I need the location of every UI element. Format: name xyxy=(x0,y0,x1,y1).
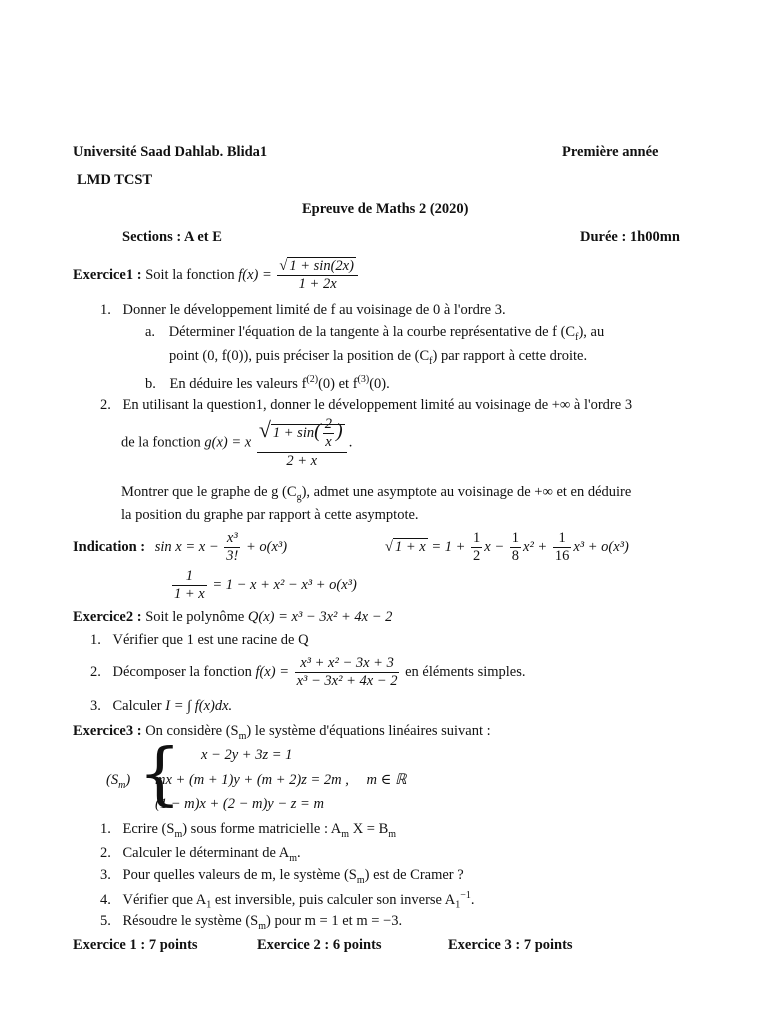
ex1-g-denominator: 2 + x xyxy=(286,452,318,469)
ex1-g-inner-num: 2 xyxy=(323,416,334,434)
ex1-qa-number: a. xyxy=(145,324,156,340)
ex3-eq2 xyxy=(155,772,406,789)
ex3-q1-sub2: m xyxy=(341,828,350,840)
ex1-ind-sixteenth-num: 1 xyxy=(553,530,572,548)
ex3-sys-label-end: ) xyxy=(125,772,131,788)
ex3-intro-end: ) le système d'équations linéaires suivant : xyxy=(246,723,491,739)
ex1-ind-inv-den: 1 + x xyxy=(174,586,205,603)
ex3-q2-sub: m xyxy=(289,852,297,864)
ex3-eq2-cond: m ∈ ℝ xyxy=(366,772,407,788)
ex1-q2 xyxy=(100,397,632,414)
ex1-qa-end1: ), au xyxy=(578,324,605,340)
ex1-ind-sin-num: x³ xyxy=(224,530,240,548)
points-ex1: Exercice 1 : 7 points xyxy=(73,937,198,953)
ex3-q4-number: 4. xyxy=(100,891,111,908)
ex1-f-fraction: $\frac{√ 1 + \sin(2x)}{1 + 2x}$ xyxy=(277,258,358,294)
ex1-g-fraction: √ 1 + sin( $\frac{2}{x}$ ) 2 + x xyxy=(257,416,347,470)
ex1-ind-sqrt-t2: x − xyxy=(484,539,505,556)
ex1-statement xyxy=(73,258,360,294)
ex2-q2-numerator: x³ + x² − 3x + 3 xyxy=(295,655,400,673)
ex1-q1-number: 1. xyxy=(100,302,111,318)
ex1-g-inner-den: x xyxy=(325,434,332,451)
ex1-q2-line3 xyxy=(121,484,631,504)
ex1-intro: Soit la fonction xyxy=(145,267,235,284)
ex1-ind-sixteenth xyxy=(553,530,572,566)
ex1-q2-line4: la position du graphe par rapport à cette asymptote. xyxy=(121,507,419,523)
ex1-f-lhs: f(x) = xyxy=(238,267,272,284)
ex1-ind-inv-frac xyxy=(172,568,207,604)
ex1-ind-sqrt-rad: 1 + x xyxy=(394,539,426,556)
ex1-ind-half-den: 2 xyxy=(473,548,481,565)
ex1-q2-sub3: g xyxy=(296,491,302,503)
ex2-q2-lhs: f(x) = xyxy=(255,664,289,681)
ex1-ind-inv-rhs: = 1 − x + x² − x³ + o(x³) xyxy=(212,577,357,594)
ex1-q2-line1: En utilisant la question1, donner le développement limité au voisinage de +∞ à l'ordre 3 xyxy=(122,397,633,413)
ex3-q4-text: Vérifier que A xyxy=(122,891,207,908)
academic-year: Première année xyxy=(562,144,659,160)
ex1-qa-text1: Déterminer l'équation de la tangente à la courbe représentative de f (C xyxy=(168,324,576,340)
ex1-q2-text3: Montrer que le graphe de g (C xyxy=(121,484,297,500)
ex1-qa-text2: point (0, f(0)), puis préciser la position de (C xyxy=(169,348,430,364)
ex3-q3 xyxy=(100,867,464,887)
ex3-q2-text: Calculer le déterminant de A xyxy=(122,845,290,861)
ex2-q3-text: Calculer xyxy=(112,698,162,714)
ex3-q3-end: ) est de Cramer ? xyxy=(364,867,464,883)
ex1-ind-sin-frac xyxy=(224,530,240,566)
ex3-q4-sup2: −1 xyxy=(460,890,471,901)
ex3-q4-mid: est inversible, puis calculer son inverse A xyxy=(214,891,456,908)
ex3-q5-end: ) pour m = 1 et m = −3. xyxy=(266,913,403,929)
ex3-intro: On considère (S xyxy=(145,723,239,739)
ex1-q2-number: 2. xyxy=(100,397,111,413)
ex3-system-label xyxy=(106,772,130,792)
ex1-qa-end2: ) par rapport à cette droite. xyxy=(432,348,588,364)
ex1-indication-label: Indication : xyxy=(73,539,146,556)
ex1-qb-mid: (0) et f xyxy=(318,375,358,392)
ex3-q4-sub: 1 xyxy=(206,899,212,911)
ex1-qb-text: En déduire les valeurs f xyxy=(169,375,307,392)
ex1-q1-text: Donner le développement limité de f au voisinage de 0 à l'ordre 3. xyxy=(122,302,506,318)
ex1-ind-sqrt: √ 1 + x = 1 + $\frac{1}{2}$ x − $\frac{1}{8}$ x² + $\frac{1}{16}$ x³ + o(x³) xyxy=(385,530,629,565)
ex1-q1 xyxy=(100,302,506,319)
duration-label: Durée : 1h00mn xyxy=(580,229,680,245)
ex3-eq3: (1 − m)x + (2 − m)y − z = m xyxy=(155,796,324,812)
ex1-qb-number: b. xyxy=(145,375,156,392)
system-brace-icon: { xyxy=(138,735,182,814)
ex3-eq1: x − 2y + 3z = 1 xyxy=(201,747,293,763)
ex3-q5-number: 5. xyxy=(100,913,111,929)
ex1-ind-sqrt-t3: x² + xyxy=(523,539,548,556)
ex3-q2-number: 2. xyxy=(100,845,111,861)
ex1-g-radicand: 1 + sin xyxy=(272,425,315,442)
ex1-q2-end3: ), admet une asymptote au voisinage de +∞ et en déduire xyxy=(301,484,632,500)
exam-title: Epreuve de Maths 2 (2020) xyxy=(302,201,469,217)
ex1-qa-sub2: f xyxy=(429,355,433,367)
ex1-indication xyxy=(73,530,287,566)
ex1-f-numerator: 1 + sin(2x) xyxy=(289,258,354,274)
ex1-ind-sin-den: 3! xyxy=(226,548,239,565)
ex3-sys-label: (S xyxy=(106,772,119,788)
ex2-q1 xyxy=(90,632,309,649)
ex3-q3-number: 3. xyxy=(100,867,111,883)
ex3-sys-label-sub: m xyxy=(118,779,126,791)
ex3-q1-sub: m xyxy=(174,828,183,840)
ex1-g-definition: de la fonction g(x) = x √ 1 + sin( $\frac{2}{x}$ ) 2 + x . xyxy=(121,416,353,469)
ex1-g-intro: de la fonction xyxy=(121,434,201,451)
ex1-ind-eighth-num: 1 xyxy=(510,530,521,548)
ex2-intro: Soit le polynôme xyxy=(145,609,245,625)
ex1-ind-eighth-den: 8 xyxy=(511,548,520,565)
ex1-ind-inverse xyxy=(170,568,357,604)
ex1-qb-sup1: (2) xyxy=(306,374,319,385)
ex1-ind-inv-num: 1 xyxy=(172,568,207,586)
ex2-q2-number: 2. xyxy=(90,664,101,681)
ex2-statement xyxy=(73,609,392,626)
ex3-q4-end: . xyxy=(470,891,475,908)
ex1-qb-end: (0). xyxy=(369,375,390,392)
ex1-heading: Exercice1 : xyxy=(73,267,142,284)
ex2-polynomial: Q(x) = x³ − 3x² + 4x − 2 xyxy=(247,609,393,625)
ex3-q1-end: ) sous forme matricielle : A xyxy=(182,821,342,837)
university-name: Université Saad Dahlab. Blida1 xyxy=(73,144,268,160)
ex2-q3-number: 3. xyxy=(90,698,101,714)
ex1-ind-sqrt-eq: = 1 + xyxy=(431,539,466,556)
ex3-q4 xyxy=(100,890,475,912)
ex2-q2-text: Décomposer la fonction xyxy=(112,664,252,681)
ex3-q5-sub: m xyxy=(258,920,266,932)
ex3-q2 xyxy=(100,845,301,865)
ex1-ind-sqrt-t4: x³ + o(x³) xyxy=(573,539,629,556)
ex3-eq2-text: mx + (m + 1)y + (m + 2)z = 2m , xyxy=(155,772,349,788)
ex3-q5 xyxy=(100,913,402,933)
ex2-heading: Exercice2 : xyxy=(73,609,142,625)
ex2-q3 xyxy=(90,698,232,715)
ex3-q5-text: Résoudre le système (S xyxy=(122,913,259,929)
ex1-f-denominator: 1 + 2x xyxy=(298,276,337,293)
ex2-q1-number: 1. xyxy=(90,632,101,648)
ex3-q4-sub2: 1 xyxy=(455,899,461,911)
ex3-intro-sub: m xyxy=(238,730,247,742)
ex1-ind-sin-end: + o(x³) xyxy=(245,539,288,556)
ex2-q1-text: Vérifier que 1 est une racine de Q xyxy=(112,632,309,648)
ex3-q1-text: Ecrire (S xyxy=(122,821,175,837)
ex1-ind-half xyxy=(471,530,482,566)
ex1-qa-line2 xyxy=(169,348,587,368)
program-label: LMD TCST xyxy=(77,172,153,188)
ex2-q2-denominator: x³ − 3x² + 4x − 2 xyxy=(296,673,398,690)
ex3-q1-number: 1. xyxy=(100,821,111,837)
ex1-qa-sub1: f xyxy=(575,331,579,343)
ex1-qb xyxy=(145,374,390,393)
ex3-q3-text: Pour quelles valeurs de m, le système (S xyxy=(122,867,357,883)
ex1-ind-eighth xyxy=(510,530,521,566)
ex1-ind-sin: sin x = x − xyxy=(154,539,219,556)
ex3-q3-sub: m xyxy=(356,874,365,886)
ex1-qb-sup2: (3) xyxy=(357,374,370,385)
ex3-q1 xyxy=(100,821,396,841)
ex3-statement xyxy=(73,723,491,743)
ex1-ind-half-num: 1 xyxy=(471,530,482,548)
ex1-ind-sixteenth-den: 16 xyxy=(554,548,570,565)
ex3-q1-mid: X = B xyxy=(352,821,389,837)
points-ex3: Exercice 3 : 7 points xyxy=(448,937,573,953)
points-ex2: Exercice 2 : 6 points xyxy=(257,937,382,953)
sections-label: Sections : A et E xyxy=(122,229,222,245)
ex1-qa-line1 xyxy=(145,324,604,344)
ex2-q2-fraction xyxy=(295,655,400,691)
ex2-q3-expr: I = ∫ f(x)dx. xyxy=(165,698,233,714)
ex3-q1-sub3: m xyxy=(388,828,397,840)
ex2-q2-end: en éléments simples. xyxy=(405,664,526,681)
ex2-q2 xyxy=(90,655,526,691)
ex3-q2-end: . xyxy=(296,845,301,861)
ex3-heading: Exercice3 : xyxy=(73,723,142,739)
ex1-g-lhs: g(x) = x xyxy=(204,434,252,451)
